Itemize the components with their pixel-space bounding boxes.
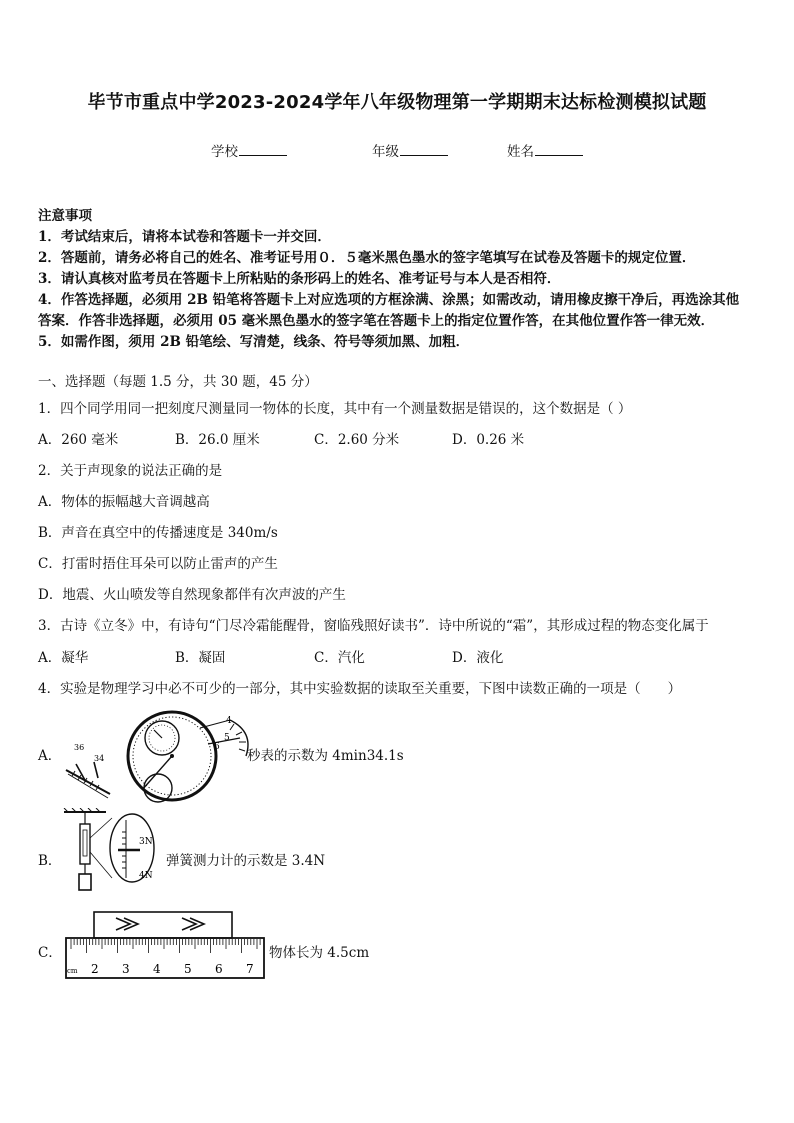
q1-option-a: A．260 毫米	[38, 432, 119, 448]
stopwatch-small-dial-segment	[66, 743, 110, 798]
school-field	[211, 140, 287, 160]
q4-option-c-caption: 物体长为 4.5cm	[269, 945, 370, 961]
question-2-stem: 2．关于声现象的说法正确的是	[38, 463, 223, 479]
measured-object	[94, 912, 232, 938]
tick-label: 6	[215, 962, 223, 976]
tick-label: 6	[214, 742, 220, 752]
q4-option-c-label: C．	[38, 945, 62, 961]
spring-scale-device	[64, 808, 106, 890]
q3-option-a: A．凝华	[38, 650, 89, 666]
q4-option-b-caption: 弹簧测力计的示数是 3.4N	[166, 853, 326, 869]
q1-option-c: C．2.60 分米	[314, 432, 400, 448]
name-field	[507, 140, 583, 160]
ruler	[66, 938, 264, 978]
notice-item: 2．答题前，请务必将自己的姓名、准考证号用０．５毫米黑色墨水的签字笔填写在试卷及答题卡的规定位置．	[38, 250, 696, 266]
notice-item: 4．作答选择题，必须用 2B 铅笔将答题卡上对应选项的方框涂满、涂黑；如需改动，请用橡皮擦干净后，再选涂其他	[38, 292, 740, 308]
q2-option-b: B．声音在真空中的传播速度是 340m/s	[38, 525, 278, 541]
stopwatch-magnified-arc	[200, 716, 248, 756]
name-blank	[535, 143, 583, 156]
notice-item: 3．请认真核对监考员在答题卡上所粘贴的条形码上的姓名、准考证号与本人是否相符．	[38, 271, 561, 287]
tick-label: 4N	[139, 871, 153, 881]
question-4-stem: 4．实验是物理学习中必不可少的一部分，其中实验数据的读取至关重要，下图中读数正确的一项是（ ）	[38, 681, 682, 697]
spring-scale-magnified	[90, 814, 154, 882]
notice-item: 5．如需作图，须用 2B 铅笔绘、写清楚，线条、符号等须加黑、加粗．	[38, 334, 470, 350]
school-label: 学校	[211, 144, 238, 160]
tick-label: 2	[91, 962, 99, 976]
stopwatch-face	[128, 712, 216, 802]
q2-option-c: C．打雷时捂住耳朵可以防止雷声的产生	[38, 556, 278, 572]
tick-label: 34	[94, 754, 105, 763]
tick-label: 5	[224, 733, 230, 743]
tick-label: 36	[74, 743, 85, 752]
grade-field	[372, 140, 448, 160]
ruler-unit-label: cm	[67, 967, 78, 975]
spring-scale-figure	[60, 808, 170, 898]
q4-option-b-label: B．	[38, 853, 62, 869]
name-label: 姓名	[507, 144, 534, 160]
tick-label: 7	[246, 962, 254, 976]
school-blank	[239, 143, 287, 156]
stopwatch-figure	[58, 708, 258, 808]
ruler-ticks	[71, 939, 260, 953]
q2-option-d: D．地震、火山喷发等自然现象都伴有次声波的产生	[38, 587, 346, 603]
q4-option-a-caption: 秒表的示数为 4min34.1s	[247, 748, 404, 764]
tick-label: 5	[184, 962, 192, 976]
q3-option-d: D．液化	[452, 650, 504, 666]
notice-item: 1．考试结束后，请将本试卷和答题卡一并交回．	[38, 229, 331, 245]
page-title: 毕节市重点中学2023-2024学年八年级物理第一学期期末达标检测模拟试题	[87, 92, 707, 113]
q3-option-b: B．凝固	[175, 650, 226, 666]
tick-label: 4	[153, 962, 161, 976]
question-1-stem: 1．四个同学用同一把刻度尺测量同一物体的长度，其中有一个测量数据是错误的，这个数据是（ ）	[38, 401, 632, 417]
question-3-stem: 3．古诗《立冬》中，有诗句“门尽冷霜能醒骨，窗临残照好读书”．诗中所说的“霜”，其形成过程的物态变化属于	[38, 618, 709, 634]
q3-option-c: C．汽化	[314, 650, 365, 666]
q1-option-b: B．26.0 厘米	[175, 432, 260, 448]
grade-label: 年级	[372, 144, 399, 160]
q4-option-a-label: A．	[38, 748, 62, 764]
ruler-figure	[62, 908, 272, 984]
tick-label: 3	[122, 962, 130, 976]
notice-item: 答案．作答非选择题，必须用 05 毫米黑色墨水的签字笔在答题卡上的指定位置作答，在其他位置作答一律无效．	[38, 313, 715, 329]
notice-heading: 注意事项	[38, 208, 92, 224]
q1-option-d: D．0.26 米	[452, 432, 525, 448]
section-heading: 一、选择题（每题 1.5 分，共 30 题，45 分）	[38, 374, 318, 390]
q2-option-a: A．物体的振幅越大音调越高	[38, 494, 210, 510]
tick-label: 3N	[139, 837, 153, 847]
tick-label: 4	[226, 716, 232, 726]
grade-blank	[400, 143, 448, 156]
